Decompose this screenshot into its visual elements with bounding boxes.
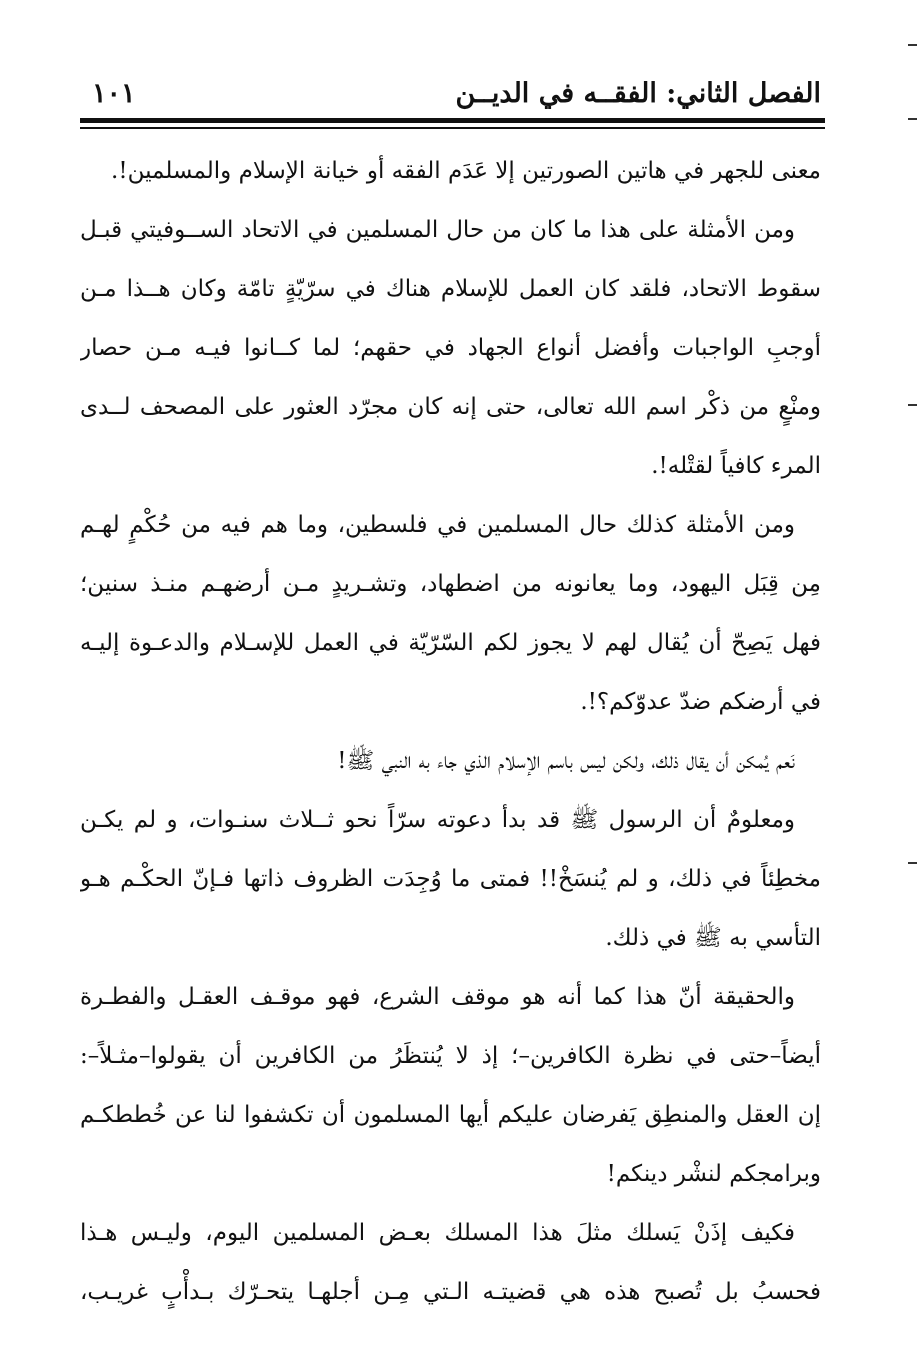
text-line: أوجبِ الواجبات وأفضل أنواع الجهاد في حقهم؛ لما كــانوا فيـه مـن حصار xyxy=(80,335,821,361)
scan-edge-mark xyxy=(908,862,917,864)
text-line: أيضاً–حتى في نظرة الكافرين–؛ إذ لا يُنتظَرُ من الكافرين أن يقولوا–مثـلاً–: xyxy=(80,1043,821,1069)
chapter-title: الفصل الثاني: الفقــه في الديــن xyxy=(455,78,821,109)
scan-edge-mark xyxy=(908,44,917,46)
text-line: مخطِئاً في ذلك، و لم يُنسَخْ!! فمتى ما وُجِدَت الظروف ذاتها فـإنّ الحكْـم هـو xyxy=(80,866,821,892)
scan-edge-mark xyxy=(908,118,917,120)
text-line: فهل يَصِحّ أن يُقال لهم لا يجوز لكم السّرّيّة في العمل للإسـلام والدعـوة إليـه xyxy=(80,630,821,656)
text-line: معنى للجهر في هاتين الصورتين إلا عَدَم الفقه أو خيانة الإسلام والمسلمين!. xyxy=(111,158,821,184)
text-line: التأسي به ﷺ في ذلك. xyxy=(605,925,821,951)
text-line: ومعلومٌ أن الرسول ﷺ قد بدأ دعوته سرّاً نحو ثــلاث سنـوات، و لم يكـن xyxy=(80,807,795,833)
text-line: إن العقل والمنطِق يَفرضان عليكم أيها المسلمون أن تكشفوا لنا عن خُططكـم xyxy=(80,1102,821,1128)
text-line: ومن الأمثلة على هذا ما كان من حال المسلمين في الاتحاد الســوفيتي قبـل xyxy=(80,217,795,243)
text-line: في أرضكم ضدّ عدوّكم؟!. xyxy=(580,689,821,715)
scan-edge-mark xyxy=(908,404,917,406)
header-rule-thin xyxy=(80,127,825,129)
text-line: ومنْعٍ من ذكْر اسم الله تعالى، حتى إنه كان مجرّد العثور على المصحف لــدى xyxy=(80,394,821,420)
text-line: سقوط الاتحاد، فلقد كان العمل للإسلام هناك في سرّيّةٍ تامّة وكان هــذا مـن xyxy=(80,276,821,302)
text-line: نَعم يُمكن أن يقال ذلك، ولكن ليس باسم الإسلام الذي جاء به النبي ﷺ! xyxy=(337,748,795,774)
body-text xyxy=(80,148,821,1328)
text-line: وبرامجكم لنشْر دينكم! xyxy=(606,1161,821,1187)
text-line: المرء كافياً لقتْله!. xyxy=(651,453,821,479)
text-line: فحسبُ بل تُصبح هذه هي قضيتـه الـتي مِـن أجلهـا يتحـرّك بـدأْبٍ غريـب، xyxy=(80,1279,821,1305)
text-line: مِن قِبَل اليهود، وما يعانونه من اضطهاد، وتشـريدٍ مـن أرضهـم منـذ سنين؛ xyxy=(80,571,821,597)
page-number: ١٠١ xyxy=(92,78,136,109)
text-line: والحقيقة أنّ هذا كما أنه هو موقف الشرع، فهو موقـف العقـل والفطـرة xyxy=(80,984,795,1010)
text-line: ومن الأمثلة كذلك حال المسلمين في فلسطين، وما هم فيه من حُكْمٍ لهـم xyxy=(80,512,795,538)
header-rule-thick xyxy=(80,118,825,123)
text-line: فكيف إذَنْ يَسلك مثلَ هذا المسلك بعـض المسلمين اليوم، وليـس هـذا xyxy=(80,1220,795,1246)
running-header xyxy=(80,74,821,116)
